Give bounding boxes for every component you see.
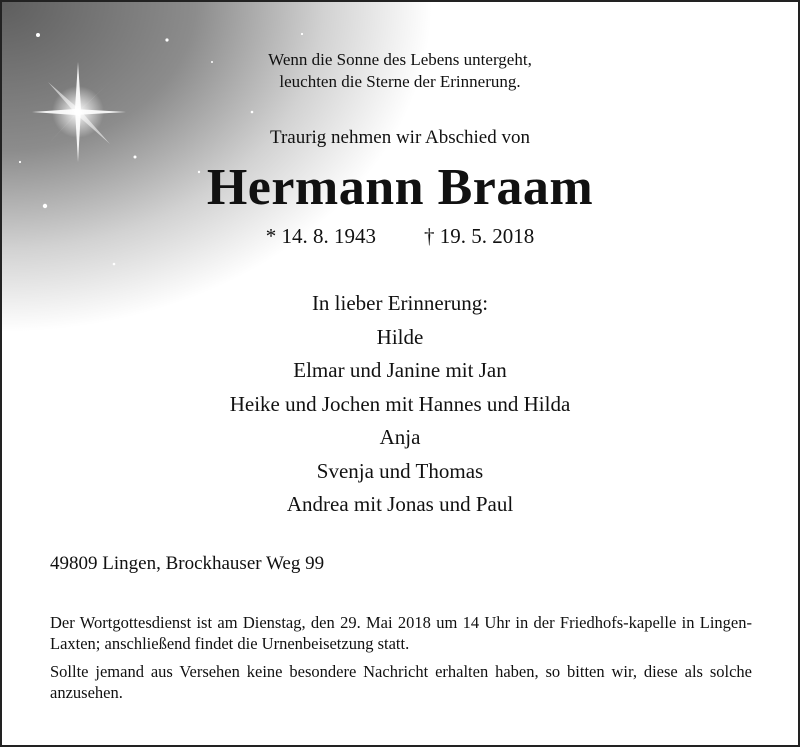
- motto-line: leuchten die Sterne der Erinnerung.: [279, 72, 521, 91]
- life-dates: [2, 224, 798, 249]
- mourner-name: Heike und Jochen mit Hannes und Hilda: [229, 391, 571, 416]
- death-date: † 19. 5. 2018: [424, 224, 535, 248]
- motto: [2, 49, 798, 93]
- mourners-list: [2, 287, 798, 522]
- mourner-name: Anja: [379, 425, 421, 449]
- family-address: 49809 Lingen, Brockhauser Weg 99: [50, 553, 325, 574]
- mourner-name: Andrea mit Jonas und Paul: [286, 492, 514, 516]
- mourner-name: Elmar und Janine mit Jan: [293, 358, 507, 382]
- deceased-name: Hermann Braam: [206, 159, 594, 216]
- birth-date: * 14. 8. 1943: [265, 224, 376, 248]
- motto-line: Wenn die Sonne des Lebens untergeht,: [268, 50, 532, 69]
- service-information: Der Wortgottesdienst ist am Dienstag, den 29. Mai 2018 um 14 Uhr in der Friedhofs-kapelle in Lingen-Laxten; anschließend findet die Urnenbeisetzung statt.: [50, 613, 752, 653]
- notification-note: Sollte jemand aus Versehen keine besondere Nachricht erhalten haben, so bitten wir, diese als solche anzusehen.: [50, 662, 752, 702]
- mourner-name: Svenja und Thomas: [316, 458, 484, 483]
- mourner-name: Hilde: [376, 324, 424, 349]
- farewell-intro: Traurig nehmen wir Abschied von: [270, 127, 530, 148]
- mourners-heading: In lieber Erinnerung:: [311, 291, 489, 315]
